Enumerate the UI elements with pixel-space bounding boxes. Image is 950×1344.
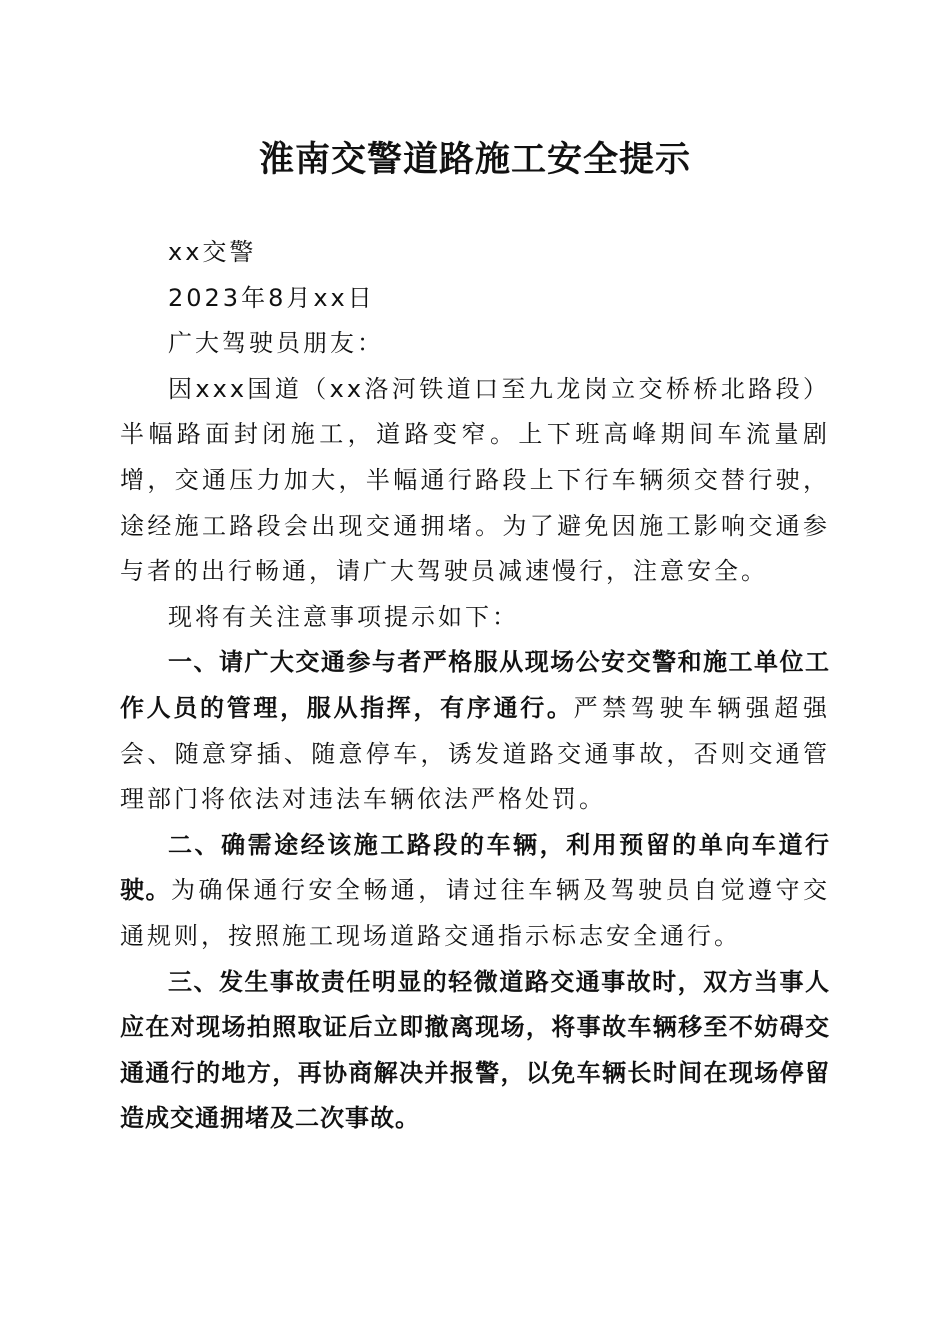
notice-intro-line: 现将有关注意事项提示如下： xyxy=(168,602,519,631)
issuer-line: xx交警 xyxy=(168,238,257,266)
notice-item-1 xyxy=(120,640,830,822)
notice-item-2-lead: 二、确需途经该施工路段的车辆，利用预留的单向车道行驶。 xyxy=(120,830,830,905)
notice-item-2-rest: 为确保通行安全畅通，请过往车辆及驾驶员自觉遵守交通规则，按照施工现场道路交通指示标志安全通行。 xyxy=(120,876,831,950)
notice-item-3: 三、发生事故责任明显的轻微道路交通事故时，双方当事人应在对现场拍照取证后立即撤离现场，将事故车辆移至不妨碍交通通行的地方，再协商解决并报警，以免车辆长时间在现场停留造成交通拥堵及二次事故。 xyxy=(120,967,830,1133)
document-body xyxy=(120,230,830,1142)
salutation-line: 广大驾驶员朋友： xyxy=(168,329,384,358)
date-line: 2023年8月xx日 xyxy=(168,283,375,312)
document-title: 淮南交警道路施工安全提示 xyxy=(258,139,691,180)
notice-item-1-lead: 一、请广大交通参与者严格服从现场公安交警和施工单位工作人员的管理，服从指挥，有序通行。 xyxy=(120,648,830,722)
notice-item-2 xyxy=(120,823,830,960)
notice-item-1-rest: 严禁驾驶车辆强超强会、随意穿插、随意停车，诱发道路交通事故，否则交通管理部门将依法对违法车辆依法严格处罚。 xyxy=(120,693,831,814)
intro-paragraph: 因xxx国道（xx洛河铁道口至九龙岗立交桥桥北路段）半幅路面封闭施工，道路变窄。上下班高峰期间车流量剧增，交通压力加大，半幅通行路段上下行车辆须交替行驶，途经施工路段会出现交通拥堵。为了避免因施工影响交通参与者的出行畅通，请广大驾驶员减速慢行，注意安全。 xyxy=(120,374,830,586)
